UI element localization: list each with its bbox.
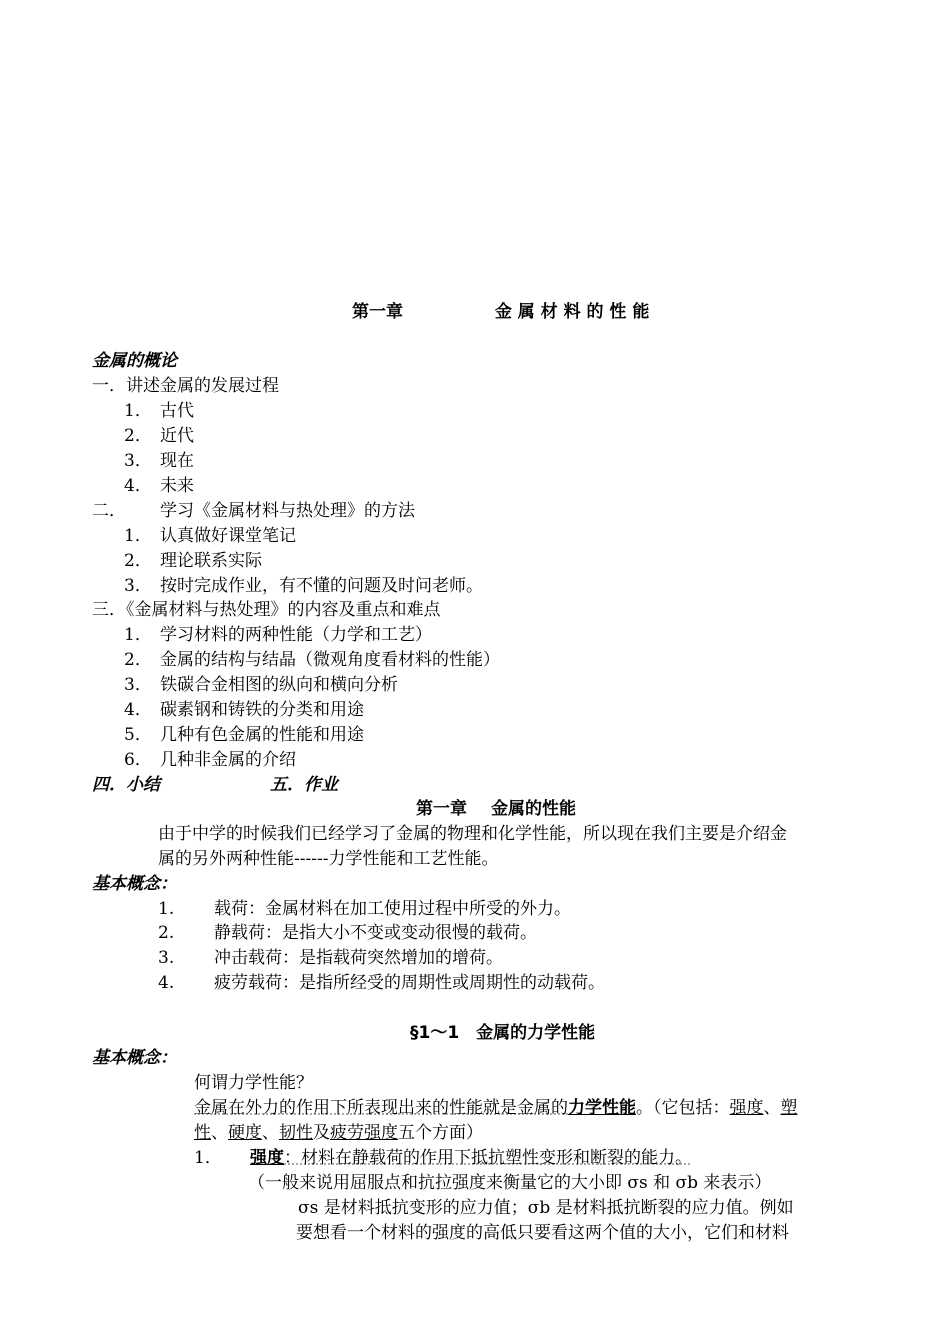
intro-paragraph-line: 由于中学的时候我们已经学习了金属的物理和化学性能，所以现在我们主要是介绍金: [158, 824, 787, 844]
concept-item: 1. 载荷：金属材料在加工使用过程中所受的外力。: [158, 899, 571, 919]
basic-concepts-label: 基本概念：: [92, 874, 177, 894]
basic-concepts-label-2: 基本概念：: [92, 1048, 177, 1068]
section-one-title: 一．讲述金属的发展过程: [92, 376, 279, 396]
list-item: 3． 现在: [124, 451, 194, 471]
chapter-name: 金 属 材 料 的 性 能: [494, 302, 650, 322]
list-item: 1． 认真做好课堂笔记: [124, 526, 296, 546]
list-item: 2． 理论联系实际: [124, 551, 262, 571]
list-item: 3． 按时完成作业，有不懂的问题及时问老师。: [124, 576, 483, 596]
list-item: 1． 古代: [124, 401, 194, 421]
strength-item: 1． 强度：材料在静载荷的作用下抵抗塑性变形和断裂的能力。: [194, 1148, 692, 1168]
concept-item: 3. 冲击载荷：是指载荷突然增加的增荷。: [158, 948, 503, 968]
list-item: 1． 学习材料的两种性能（力学和工艺）: [124, 625, 432, 645]
list-item: 4． 碳素钢和铸铁的分类和用途: [124, 700, 364, 720]
list-item: 4． 未来: [124, 476, 194, 496]
definition-line-2: 性、硬度、韧性及疲劳强度五个方面）: [194, 1123, 483, 1143]
homework-label: 五．作业: [270, 775, 338, 795]
list-item: 6． 几种非金属的介绍: [124, 750, 296, 770]
chapter2-title: 第一章 金属的性能: [416, 799, 576, 819]
list-item: 3． 铁碳合金相图的纵向和横向分析: [124, 675, 398, 695]
concept-item: 4. 疲劳载荷：是指所经受的周期性或周期性的动载荷。: [158, 973, 605, 993]
chapter-number: 第一章: [352, 302, 403, 322]
list-item: 2． 近代: [124, 426, 194, 446]
section-four-five: [92, 773, 338, 797]
section-1-1-title: §1～1 金属的力学性能: [410, 1023, 596, 1043]
strength-note: （一般来说用屈服点和抗拉强度来衡量它的大小即 σs 和 σb 来表示）: [248, 1173, 772, 1193]
strength-paragraph-line: σs 是材料抵抗变形的应力值；σb 是材料抵抗断裂的应力值。例如: [298, 1198, 794, 1218]
list-item: 5． 几种有色金属的性能和用途: [124, 725, 364, 745]
question-text: 何谓力学性能？: [194, 1073, 313, 1093]
list-item: 2． 金属的结构与结晶（微观角度看材料的性能）: [124, 650, 500, 670]
intro-heading: 金属的概论: [92, 351, 177, 371]
section-two-title: 二． 学习《金属材料与热处理》的方法: [92, 501, 415, 521]
chapter-title: [352, 300, 649, 324]
definition-line-1: 金属在外力的作用下所表现出来的性能就是金属的力学性能。（它包括：强度、塑: [194, 1098, 798, 1118]
strength-paragraph-line: 要想看一个材料的强度的高低只要看这两个值的大小，它们和材料: [296, 1223, 789, 1243]
section-three-title: 三．《金属材料与热处理》的内容及重点和难点: [92, 600, 441, 620]
summary-label: 四．小结: [92, 775, 160, 795]
intro-paragraph-line: 属的另外两种性能------力学性能和工艺性能。: [158, 849, 499, 869]
concept-item: 2. 静载荷：是指大小不变或变动很慢的载荷。: [158, 923, 537, 943]
